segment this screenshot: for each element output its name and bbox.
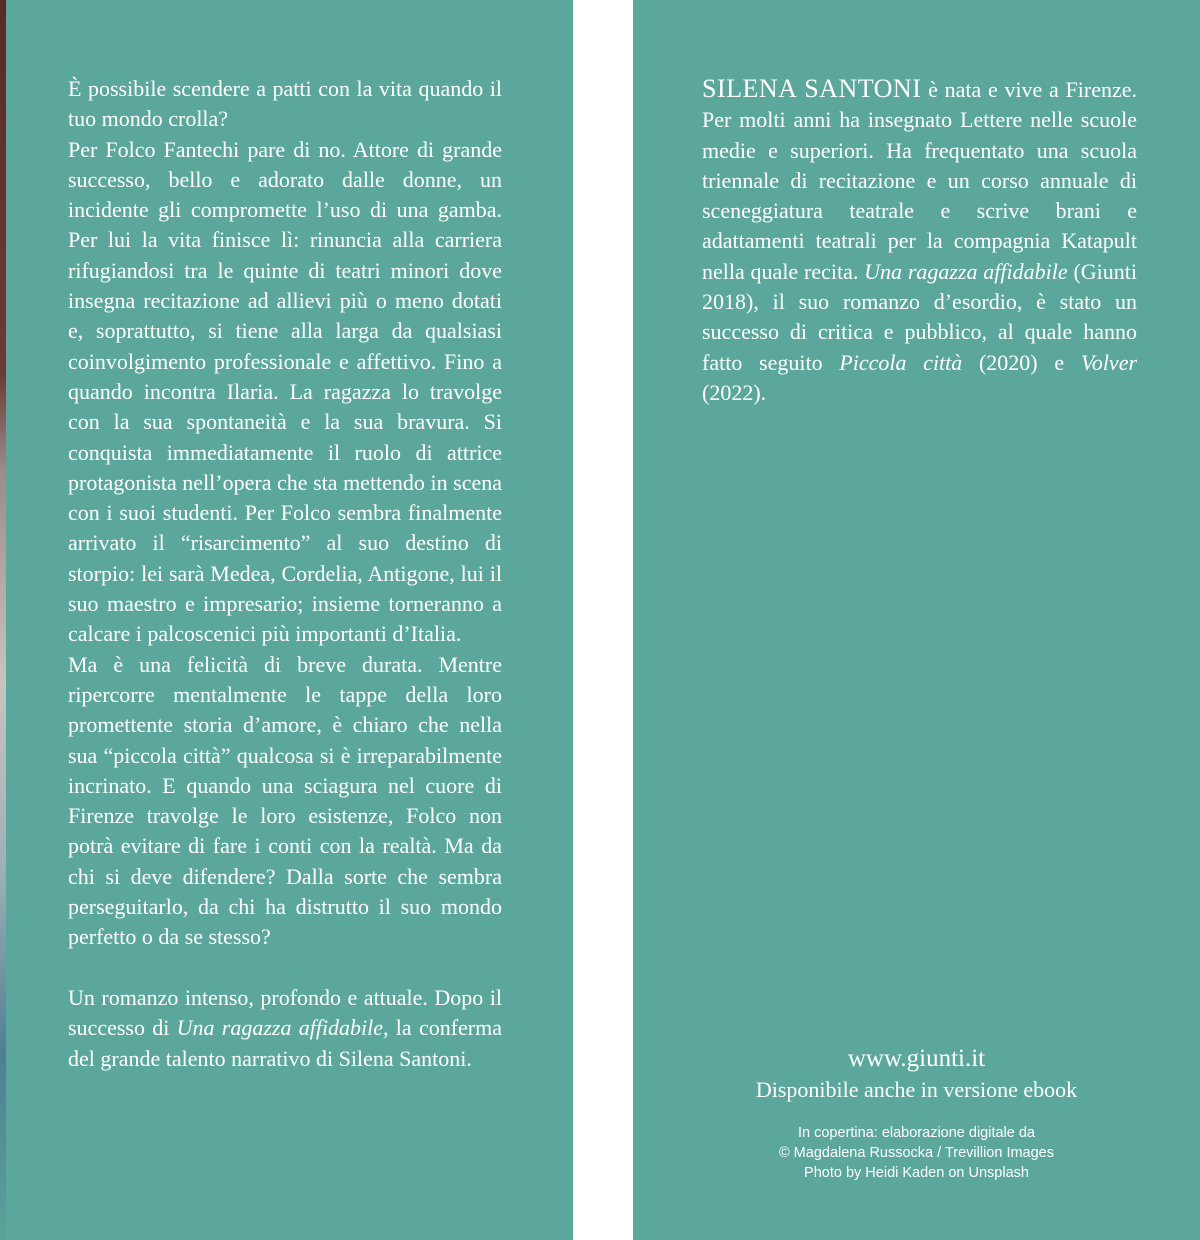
credit-line-2: © Magdalena Russocka / Trevillion Images xyxy=(778,1145,1055,1161)
bio-part-2: (Giunti 2018), il suo romanzo d’esordio, è stato un successo di critica e pubblico, al quale hanno fatto seguito xyxy=(702,258,1137,375)
bio-part-3: (2020) e xyxy=(962,349,1081,375)
bio-part-1: è nata e vive a Firenze. Per molti anni ha insegnato Lettere nelle scuole medie e superiori. Ha frequentato una scuola triennale di recitazione e un corso annuale di sceneggiatura teatrale e scrive brani e adattamenti teatrali per la compagnia Katapult nella quale recita. xyxy=(702,77,1138,284)
credit-line-3: Photo by Heidi Kaden on Unsplash xyxy=(804,1165,1029,1181)
paragraph-spacer xyxy=(68,953,502,983)
synopsis-paragraph-1: È possibile scendere a patti con la vita quando il tuo mondo crolla? xyxy=(68,76,502,132)
synopsis-paragraph-3: Ma è una felicità di breve durata. Mentre ripercorre mentalmente le tappe della loro promettente storia d’amore, è chiaro che nella sua “piccola città” qualcosa si è irreparabilmente incrinato. E quando una sciagura nel cuore di Firenze travolge le loro esistenze, Folco non potrà evitare di fare i conti con la realtà. Ma da chi si deve difendere? Dalla sorte che sembra perseguitarlo, da chi ha distrutto il suo mondo perfetto o da se stesso? xyxy=(68,651,502,950)
publisher-website: www.giunti.it xyxy=(847,1045,986,1072)
ebook-note: Disponibile anche in versione ebook xyxy=(755,1077,1078,1102)
bio-part-4: (2022). xyxy=(702,379,767,405)
credit-line-1: In copertina: elaborazione digitale da xyxy=(798,1125,1035,1141)
left-flap xyxy=(6,0,573,1240)
bio-title-3: Volver xyxy=(1080,349,1138,375)
cover-credits xyxy=(633,1123,1200,1183)
synopsis-text xyxy=(68,74,502,1074)
bio-title-2: Piccola città xyxy=(839,349,963,375)
closing-text-before: Un romanzo intenso, profondo e attuale. Dopo il successo di xyxy=(68,984,502,1041)
author-bio-paragraph xyxy=(702,74,1137,408)
closing-book-title: Una ragazza affidabile xyxy=(176,1015,384,1041)
right-flap xyxy=(633,0,1200,1240)
author-bio xyxy=(702,74,1137,408)
synopsis-paragraph-2: Per Folco Fantechi pare di no. Attore di grande successo, bello e adorato dalle donne, un incidente gli compromette l’uso di una gamba. Per lui la vita finisce lì: rinuncia alla carriera rifugiandosi tra le quinte di teatri minori dove insegna recitazione ad allievi più o meno dotati e, soprattutto, si tiene alla larga da qualsiasi coinvolgimento professionale e affettivo. Fino a quando incontra Ilaria. La ragazza lo travolge con la sua spontaneità e la sua bravura. Si conquista immediatamente il ruolo di attrice protagonista nell’opera che sta mettendo in scena con i suoi studenti. Per Folco sembra finalmente arrivato il “risarcimento” al suo destino di storpio: lei sarà Medea, Cordelia, Antigone, lui il suo maestro e impresario; insieme torneranno a calcare i palcoscenici più importanti d’Italia. xyxy=(68,136,502,647)
closing-text-after: , la conferma del grande talento narrativo di Silena Santoni. xyxy=(68,1015,503,1071)
author-name: SILENA SANTONI xyxy=(702,74,922,103)
flap-gutter xyxy=(573,0,633,1240)
bio-title-1: Una ragazza affidabile xyxy=(864,258,1068,284)
closing-paragraph xyxy=(68,983,502,1074)
